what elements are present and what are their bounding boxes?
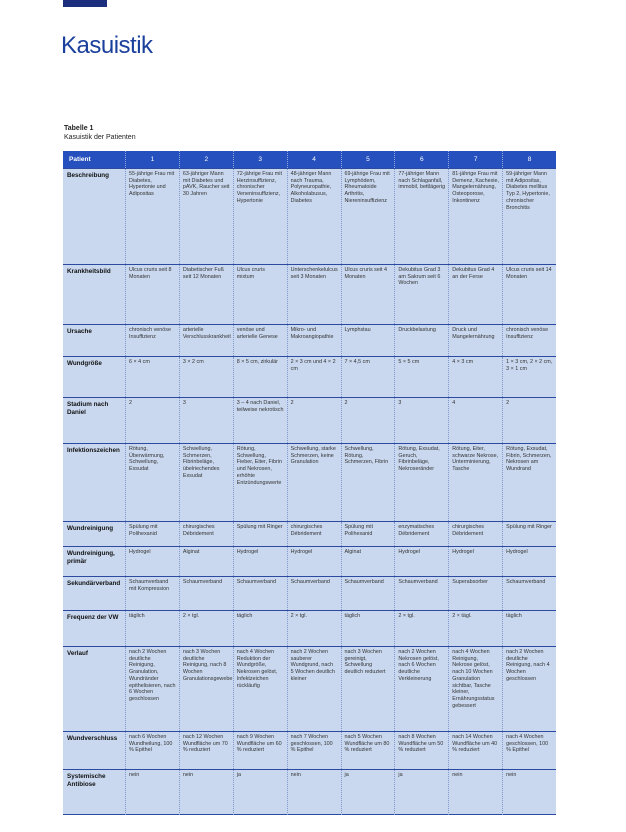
- row-label: Systemische Antibiose: [67, 773, 106, 788]
- table-cell: nach 2 Wochen deutliche Reinigung, nach 4 Wochen geschlossen: [502, 647, 556, 731]
- table-cell: 7 × 4,5 cm: [341, 357, 395, 397]
- table-cell: nach 9 Wochen Wundfläche um 60 % reduziert: [233, 732, 287, 769]
- table-cell: 2 × tgl.: [287, 611, 341, 646]
- table-cell: Druck und Mangelernährung: [448, 325, 502, 356]
- table-cell: chirurgisches Débridement: [287, 522, 341, 546]
- table-cell: 2: [502, 398, 556, 443]
- table-cell: Spülung mit Ringer: [502, 522, 556, 546]
- header-cell-6: 6: [394, 151, 448, 168]
- header-cell-4: 4: [287, 151, 341, 168]
- table-row: [63, 521, 556, 546]
- table-cell: chronisch venöse Insuffizienz: [125, 325, 179, 356]
- row-label: Sekundärverband: [67, 580, 121, 587]
- table-cell: Hydrogel: [125, 547, 179, 576]
- table-cell: nach 8 Wochen Wundfläche um 50 % reduziert: [394, 732, 448, 769]
- table-cell: 3: [394, 398, 448, 443]
- table-cell: Spülung mit Ringer: [233, 522, 287, 546]
- table-row: [63, 769, 556, 815]
- table-cell: Ulcus cruris mixtum: [233, 265, 287, 324]
- table-cell: nach 7 Wochen geschlossen, 100 % Epithel: [287, 732, 341, 769]
- row-label: Wundgröße: [67, 360, 102, 367]
- table-cell: Schaumverband: [287, 577, 341, 610]
- table-cell: Schaumverband: [502, 577, 556, 610]
- table-caption: [64, 124, 136, 142]
- table-cell: 4: [448, 398, 502, 443]
- table-cell: venöse und arterielle Genese: [233, 325, 287, 356]
- table-cell: täglich: [125, 611, 179, 646]
- table-cell: Hydrogel: [287, 547, 341, 576]
- header-cell-5: 5: [341, 151, 395, 168]
- table-row: [63, 168, 556, 264]
- header-cell-8: 8: [502, 151, 556, 168]
- table-cell: Alginat: [341, 547, 395, 576]
- table-cell: 4 × 3 cm: [448, 357, 502, 397]
- table-cell: Spülung mit Polihexanid: [341, 522, 395, 546]
- table-row: [63, 264, 556, 324]
- table-cell: Schwellung, starke Schmerzen, keine Granulation: [287, 444, 341, 521]
- table-cell: Unterschenkelulcus seit 3 Monaten: [287, 265, 341, 324]
- table-cell: Schwellung, Schmerzen, Fibrinbeläge, übelriechendes Exsudat: [179, 444, 233, 521]
- table-cell: ja: [233, 770, 287, 815]
- table-cell: 5 × 5 cm: [394, 357, 448, 397]
- table-cell: nach 4 Wochen Reinigung, Nekrose gelöst, nach 10 Wochen Granulation sichtbar, Tasche kleiner, Ernährungsstatus gebessert: [448, 647, 502, 731]
- header-cell-1: 1: [125, 151, 179, 168]
- table-cell: Hydrogel: [502, 547, 556, 576]
- table-cell: 1 × 3 cm, 2 × 2 cm, 3 × 1 cm: [502, 357, 556, 397]
- table-cell: Hydrogel: [394, 547, 448, 576]
- table-cell: Rötung, Eiter, schwarze Nekrose, Unterminierung, Tasche: [448, 444, 502, 521]
- table-cell: nach 3 Wochen deutliche Reinigung, nach 8 Wochen Granulationsgewebe: [179, 647, 233, 731]
- table-cell: Schaumverband: [394, 577, 448, 610]
- table-cell: Schwellung, Rötung, Schmerzen, Fibrin: [341, 444, 395, 521]
- table-row: [63, 646, 556, 731]
- table-cell: 3 × 2 cm: [179, 357, 233, 397]
- table-caption-title: Tabelle 1: [64, 125, 94, 132]
- header-cell-3: 3: [233, 151, 287, 168]
- row-label: Krankheitsbild: [67, 268, 111, 275]
- table-cell: Rötung, Exsudat, Geruch, Fibrinbeläge, Nekroseränder: [394, 444, 448, 521]
- table-cell: Spülung mit Polihexanid: [125, 522, 179, 546]
- table-header-row: [63, 151, 556, 168]
- table-cell: Dekubitus Grad 4 an der Ferse: [448, 265, 502, 324]
- table-row: [63, 576, 556, 610]
- table-cell: Ulcus cruris seit 8 Monaten: [125, 265, 179, 324]
- table-cell: 2 × 3 cm und 4 × 2 cm: [287, 357, 341, 397]
- page-title: Kasuistik: [61, 32, 153, 59]
- row-label: Frequenz der VW: [67, 614, 119, 621]
- table-cell: 8 × 5 cm, zirkulär: [233, 357, 287, 397]
- table-cell: 81-jährige Frau mit Demenz, Kachexie, Mangelernährung, Osteoporose, Inkontinenz: [448, 169, 502, 264]
- header-cell-7: 7: [448, 151, 502, 168]
- row-label: Verlauf: [67, 650, 88, 657]
- row-label: Wundverschluss: [67, 735, 118, 742]
- table-cell: chronisch venöse Insuffizienz: [502, 325, 556, 356]
- table-row: [63, 397, 556, 443]
- table-cell: 2 × tgl.: [179, 611, 233, 646]
- table-cell: Schaumverband: [233, 577, 287, 610]
- table-cell: 59-jähriger Mann mit Adipositas, Diabetes mellitus Typ 2, Hypertonie, chronischer Bronchitis: [502, 169, 556, 264]
- table-cell: nach 14 Wochen Wundfläche um 40 % reduziert: [448, 732, 502, 769]
- table-row: [63, 610, 556, 646]
- table-cell: 72-jährige Frau mit Herzinsuffizienz, chronischer Veneninsuffizienz, Hypertonie: [233, 169, 287, 264]
- table-cell: Rötung, Exsudat, Fibrin, Schmerzen, Nekrosen am Wundrand: [502, 444, 556, 521]
- table-cell: nein: [125, 770, 179, 815]
- header-accent-bar: [63, 0, 107, 7]
- table-cell: täglich: [233, 611, 287, 646]
- table-cell: Rötung, Überwärmung, Schwellung, Exsudat: [125, 444, 179, 521]
- table-cell: Ulcus cruris seit 14 Monaten: [502, 265, 556, 324]
- table-row: [63, 731, 556, 769]
- table-cell: Alginat: [179, 547, 233, 576]
- table-cell: Druckbelastung: [394, 325, 448, 356]
- table-cell: 6 × 4 cm: [125, 357, 179, 397]
- row-label: Wundreinigung: [67, 525, 114, 532]
- table-cell: nach 12 Wochen Wundfläche um 70 % reduziert: [179, 732, 233, 769]
- row-label: Beschreibung: [67, 172, 109, 179]
- table-cell: Mikro- und Makroangiopathie: [287, 325, 341, 356]
- table-row: [63, 546, 556, 576]
- table-cell: 63-jähriger Mann mit Diabetes und pAVK, Raucher seit 30 Jahren: [179, 169, 233, 264]
- table-cell: Hydrogel: [448, 547, 502, 576]
- table-caption-text: Kasuistik der Patienten: [64, 134, 136, 141]
- table-cell: Schaumverband: [179, 577, 233, 610]
- table-row: [63, 443, 556, 521]
- table-cell: chirurgisches Débridement: [179, 522, 233, 546]
- table-cell: nach 4 Wochen geschlossen, 100 % Epithel: [502, 732, 556, 769]
- table-row: [63, 324, 556, 356]
- table-cell: ja: [341, 770, 395, 815]
- table-cell: nein: [502, 770, 556, 815]
- table-cell: Dekubitus Grad 3 am Sakrum seit 6 Wochen: [394, 265, 448, 324]
- header-cell-2: 2: [179, 151, 233, 168]
- table-cell: ja: [394, 770, 448, 815]
- table-cell: 48-jähriger Mann nach Trauma, Polyneuropathie, Alkoholabusus, Diabetes: [287, 169, 341, 264]
- table-cell: 77-jähriger Mann nach Schlaganfall, immobil, bettlägerig: [394, 169, 448, 264]
- table-cell: 2: [287, 398, 341, 443]
- table-cell: chirurgisches Débridement: [448, 522, 502, 546]
- table-cell: nein: [448, 770, 502, 815]
- table-cell: nach 3 Wochen gereinigt, Schwellung deutlich reduziert: [341, 647, 395, 731]
- table-cell: nach 4 Wochen Reduktion der Wundgröße, Nekrosen gelöst, Infektzeichen rückläufig: [233, 647, 287, 731]
- table-cell: Schaumverband: [341, 577, 395, 610]
- table-cell: täglich: [341, 611, 395, 646]
- table-cell: 55-jährige Frau mit Diabetes, Hypertonie und Adipositas: [125, 169, 179, 264]
- table-cell: arterielle Verschlusskrankheit: [179, 325, 233, 356]
- case-table: [63, 151, 556, 815]
- table-cell: 2 × tägl.: [448, 611, 502, 646]
- header-cell-patient: Patient: [69, 156, 91, 163]
- table-cell: nein: [287, 770, 341, 815]
- table-cell: 3: [179, 398, 233, 443]
- table-cell: Diabetischer Fuß seit 12 Monaten: [179, 265, 233, 324]
- table-cell: 2 × tgl.: [394, 611, 448, 646]
- table-cell: nach 6 Wochen Wundheilung, 100 % Epithel: [125, 732, 179, 769]
- table-cell: 2: [341, 398, 395, 443]
- table-cell: enzymatisches Débridement: [394, 522, 448, 546]
- table-cell: 69-jährige Frau mit Lymphödem, Rheumatoide Arthritis, Niereninsuffizienz: [341, 169, 395, 264]
- table-cell: Hydrogel: [233, 547, 287, 576]
- table-cell: nach 5 Wochen Wundfläche um 80 % reduziert: [341, 732, 395, 769]
- table-cell: nein: [179, 770, 233, 815]
- table-cell: Superabsorber: [448, 577, 502, 610]
- row-label: Ursache: [67, 328, 92, 335]
- table-cell: 2: [125, 398, 179, 443]
- table-row: [63, 356, 556, 397]
- table-cell: Rötung, Schwellung, Fieber, Eiter, Fibrin und Nekrosen, erhöhte Entzündungswerte: [233, 444, 287, 521]
- row-label: Infektionszeichen: [67, 447, 120, 454]
- table-cell: 3 – 4 nach Daniel, teilweise nekrotisch: [233, 398, 287, 443]
- row-label: Stadium nach Daniel: [67, 401, 109, 416]
- table-cell: Lymphstau: [341, 325, 395, 356]
- table-cell: Schaumverband mit Kompression: [125, 577, 179, 610]
- table-cell: nach 2 Wochen Nekrosen gelöst, nach 6 Wochen deutliche Verkleinerung: [394, 647, 448, 731]
- table-cell: Ulcus cruris seit 4 Monaten: [341, 265, 395, 324]
- table-cell: täglich: [502, 611, 556, 646]
- row-label: Wundreinigung, primär: [67, 550, 115, 565]
- table-cell: nach 2 Wochen deutliche Reinigung, Granulation, Wundränder epithelisieren, nach 6 Wochen geschlossen: [125, 647, 179, 731]
- table-cell: nach 2 Wochen sauberer Wundgrund, nach 5 Wochen deutlich kleiner: [287, 647, 341, 731]
